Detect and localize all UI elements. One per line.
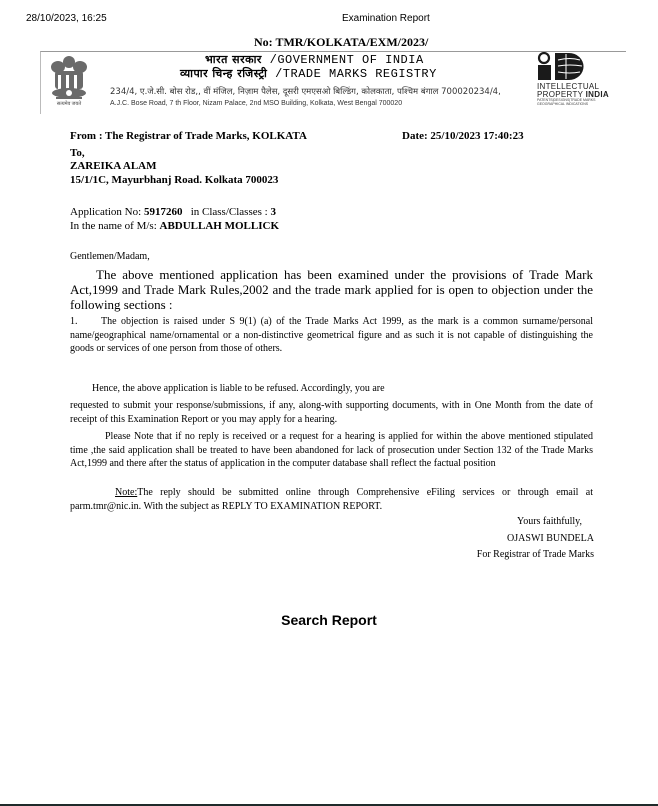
request-paragraph: requested to submit your response/submissions, if any, along-with supporting documents, with in One Month from the date of receipt of this Examination Report or you may apply for a hearing.: [70, 400, 593, 425]
note-paragraph: [70, 430, 593, 471]
government-hindi: भारत सरकार: [205, 53, 262, 66]
closing: Yours faithfully,: [516, 516, 582, 527]
application-label: Application No:: [70, 206, 144, 218]
recipient-name: ZAREIKA ALAM: [70, 160, 157, 172]
salutation: Gentlemen/Madam,: [70, 251, 150, 262]
search-report-heading: Search Report: [281, 612, 377, 628]
applicant-line: [70, 220, 279, 232]
document-title: Examination Report: [342, 13, 430, 24]
registry-hindi: व्यापार चिन्ह रजिस्ट्री: [180, 67, 268, 80]
address-hindi: 234/4, ए.जे.सी. बोस रोड,, वीं मंजिल, निज़ाम पैलेस, दूसरी एमएसओ बिल्डिंग, कोलकाता, पश्चिम बंगाल 700020234/4,: [110, 87, 501, 97]
ip-logo-india: INDIA: [585, 90, 609, 99]
print-datetime: 28/10/2023, 16:25: [26, 13, 107, 24]
signatory-role: For Registrar of Trade Marks: [476, 549, 594, 560]
registry-line: [180, 66, 437, 81]
from-line: From : The Registrar of Trade Marks, KOLKATA: [70, 130, 307, 142]
registry-english: /TRADE MARKS REGISTRY: [275, 67, 437, 81]
address-english: A.J.C. Bose Road, 7 th Floor, Nizam Palace, 2nd MSO Building, Kolkata, West Bengal 700020: [110, 100, 403, 107]
intro-text: The above mentioned application has been examined under the provisions of Trade Mark Act,1999 and Trade Mark Rules,2002 and the trade mark applied for is open to objection under the following sections :: [70, 267, 593, 312]
ip-logo-line-1: INTELLECTUAL: [537, 82, 600, 91]
class-label: in Class/Classes :: [187, 206, 271, 218]
ip-logo-tagline: PATENTS|DESIGNS|TRADE MARKS GEOGRAPHICAL INDICATIONS: [537, 98, 596, 106]
reference-number: No: TMR/KOLKATA/EXM/2023/: [254, 35, 429, 49]
letter-date: Date: 25/10/2023 17:40:23: [402, 130, 524, 142]
objection-text: The objection is raised under S 9(1) (a) of the Trade Marks Act 1999, as the mark is a common surname/personal name/geographical name/ornamental or a non-distinctive geometrical figure and as such it is not capable of distinguishing the goods or services of one person from those of others.: [70, 316, 593, 354]
signatory-name: OJASWI BUNDELA: [507, 533, 594, 544]
application-line: [70, 206, 276, 218]
objection-item: [70, 315, 593, 356]
applicant-name: ABDULLAH MOLLICK: [159, 220, 280, 232]
reply-note-text: The reply should be submitted online through Comprehensive eFiling services or through email at parm.tmr@nic.in. With the subject as REPLY TO EXAMINATION REPORT.: [70, 487, 593, 512]
to-label: To,: [70, 147, 85, 159]
applicant-label: In the name of M/s:: [70, 220, 160, 232]
government-english: /GOVERNMENT OF INDIA: [269, 53, 424, 67]
recipient-address: 15/1/1C, Mayurbhanj Road. Kolkata 700023: [70, 174, 279, 186]
emblem-caption: सत्यमेव जयते: [56, 102, 82, 107]
objection-number: 1.: [70, 316, 78, 327]
class-value: 3: [270, 206, 276, 218]
reply-note-paragraph: [70, 486, 593, 514]
intro-paragraph: [70, 267, 593, 312]
hence-line: Hence, the above application is liable to be refused. Accordingly, you are: [92, 383, 385, 394]
note-text: Please Note that if no reply is received or a request for a hearing is applied for within the above mentioned stipulated time ,the said application shall be treated to have been abandoned for lack of prosecution under Section 132 of the Trade Marks Act,1999 and there after the status of application in the computer database shall reflect the factual position: [70, 431, 593, 469]
government-line: [205, 52, 424, 67]
application-number: 5917260: [143, 206, 183, 218]
ip-logo-property: PROPERTY: [537, 90, 586, 99]
reply-note-label: Note:: [115, 487, 138, 498]
